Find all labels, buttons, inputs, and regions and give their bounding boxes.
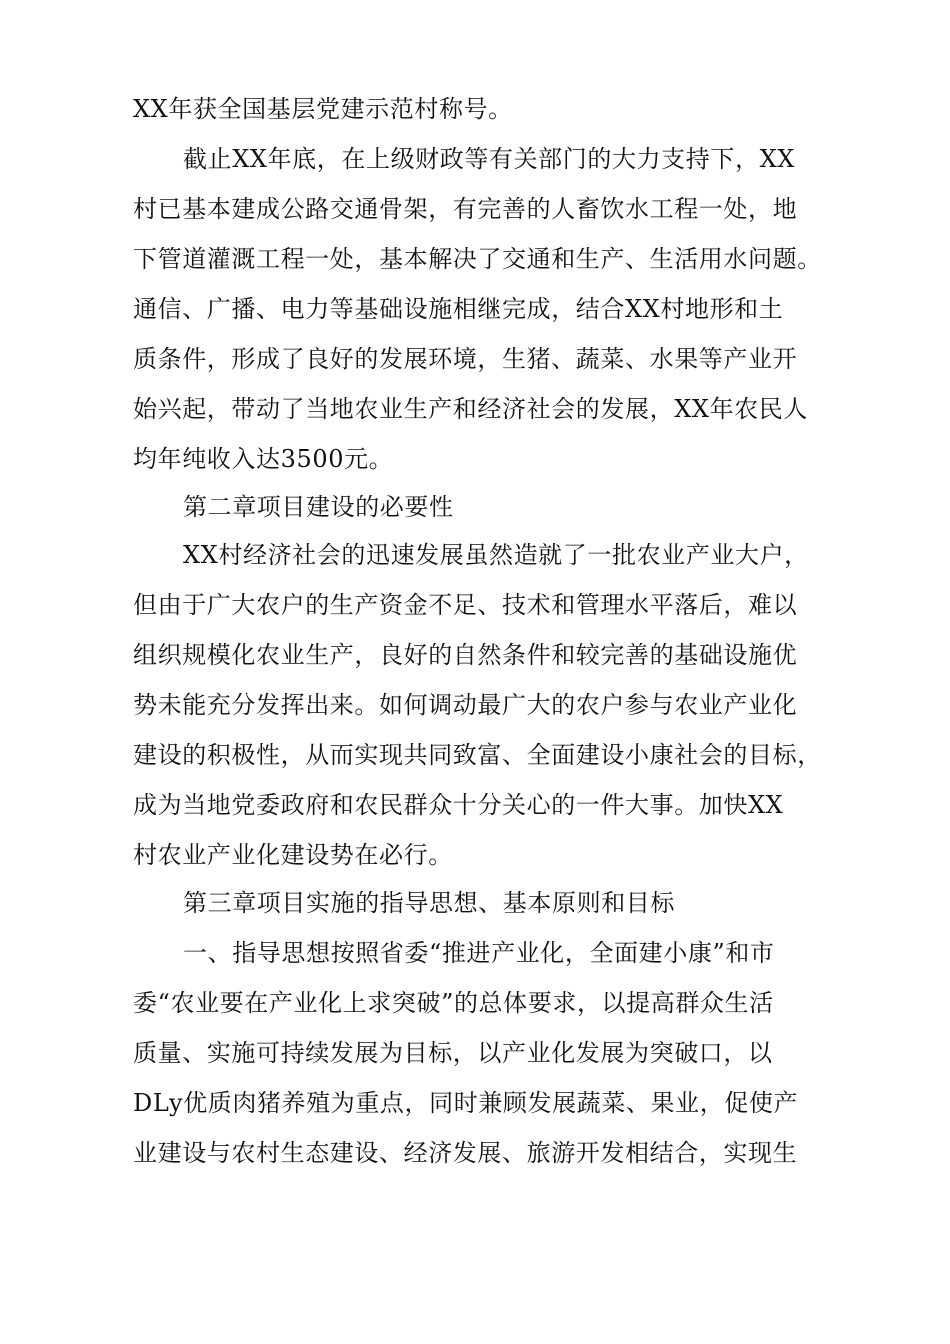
- text-line: 下管道灌溉工程一处，基本解决了交通和生产、生活用水问题。: [133, 245, 822, 273]
- text-line: 建设的积极性，从而实现共同致富、全面建设小康社会的目标，: [133, 741, 822, 769]
- text-line: 势未能充分发挥出来。如何调动最广大的农户参与农业产业化: [133, 691, 798, 719]
- section-heading: 第三章项目实施的指导思想、基本原则和目标: [183, 889, 675, 917]
- text-line: 组织规模化农业生产，良好的自然条件和较完善的基础设施优: [133, 641, 798, 669]
- text-line: 始兴起，带动了当地农业生产和经济社会的发展，XX年农民人: [133, 395, 808, 423]
- text-line: 村已基本建成公路交通骨架，有完善的人畜饮水工程一处，地: [133, 195, 798, 223]
- text-line: 均年纯收入达3500元。: [133, 445, 394, 473]
- text-line: 一、指导思想按照省委“推进产业化，全面建小康”和市: [183, 939, 775, 967]
- text-line: 业建设与农村生态建设、经济发展、旅游开发相结合，实现生: [133, 1139, 798, 1167]
- text-line: XX村经济社会的迅速发展虽然造就了一批农业产业大户，: [183, 541, 809, 569]
- text-line: 委“农业要在产业化上求突破”的总体要求，以提高群众生活: [133, 989, 774, 1017]
- text-line: XX年获全国基层党建示范村称号。: [133, 95, 513, 123]
- text-line: 村农业产业化建设势在必行。: [133, 841, 453, 869]
- text-line: 通信、广播、电力等基础设施相继完成，结合XX村地形和土: [133, 295, 784, 323]
- text-line: 成为当地党委政府和农民群众十分关心的一件大事。加快XX: [133, 791, 784, 819]
- text-line: 质量、实施可持续发展为目标，以产业化发展为突破口，以: [133, 1039, 773, 1067]
- text-line: 但由于广大农户的生产资金不足、技术和管理水平落后，难以: [133, 591, 798, 619]
- section-heading: 第二章项目建设的必要性: [183, 493, 454, 521]
- text-line: 质条件，形成了良好的发展环境，生猪、蔬菜、水果等产业开: [133, 345, 798, 373]
- text-line: 截止XX年底，在上级财政等有关部门的大力支持下，XX: [183, 145, 795, 173]
- text-line: DLy优质肉猪养殖为重点，同时兼顾发展蔬菜、果业，促使产: [133, 1089, 799, 1117]
